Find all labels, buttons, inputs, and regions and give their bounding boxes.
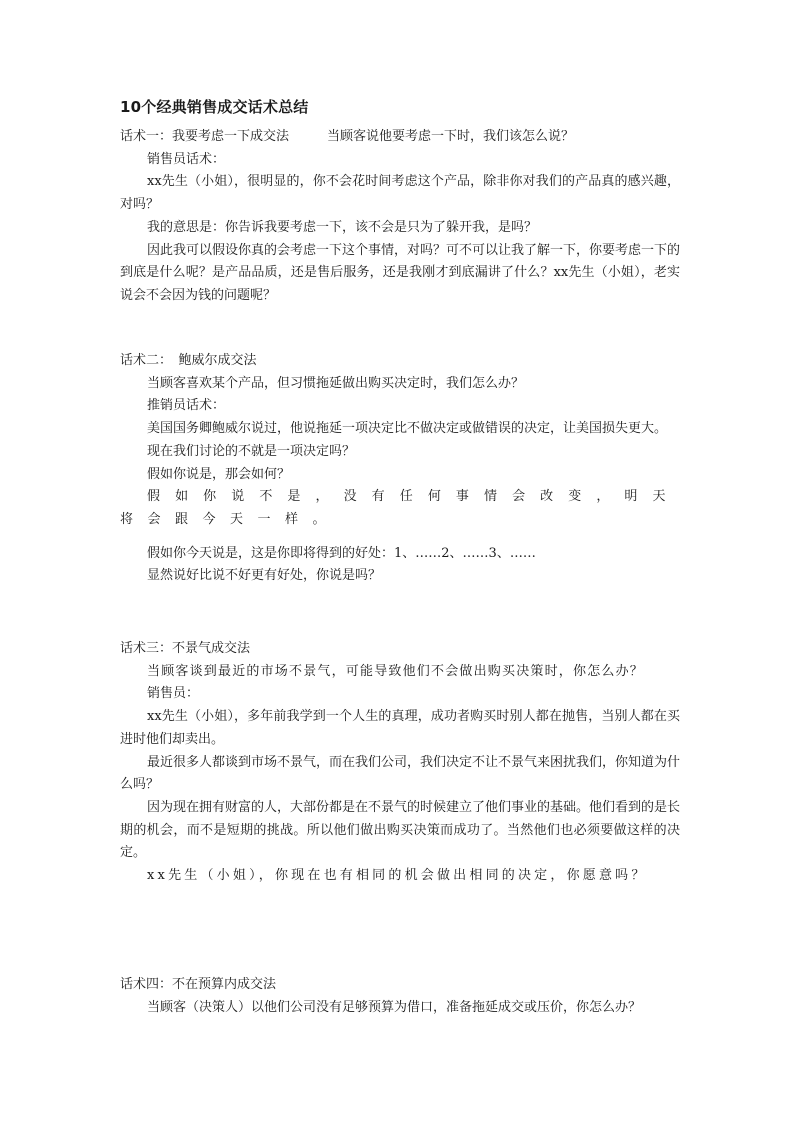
section-2-para-7: 假如你今天说是，这是你即将得到的好处：1、……2、……3、…… — [147, 545, 536, 561]
section-2-para-8: 显然说好比说不好更有好处，你说是吗？ — [147, 568, 382, 584]
section-3-para-4: 最近很多人都谈到市场不景气，而在我们公司，我们决定不让不景气来困扰我们，你知道为什么吗？ — [120, 754, 681, 793]
section-2-heading: 话术二： 鲍威尔成交法 — [120, 353, 257, 368]
section-1-para-4: 因此我可以假设你真的会考虑一下这个事情，对吗？可不可以让我了解一下，你要考虑一下的到底是什么呢？是产品品质，还是售后服务，还是我刚才到底漏讲了什么？xx先生（小姐），老实说会不会因为钱的问题呢？ — [120, 242, 681, 303]
document-title: 10个经典销售成交话术总结 — [120, 98, 309, 116]
section-3-para-2: 销售员： — [147, 686, 200, 702]
section-4-para-1: 当顾客（决策人）以他们公司没有足够预算为借口，准备拖延成交或压价，你怎么办？ — [147, 999, 642, 1015]
section-1-question: 当顾客说他要考虑一下时，我们该怎么说？ — [327, 129, 575, 144]
section-2-para-3: 美国国务卿鲍威尔说过，他说拖延一项决定比不做决定或做错误的决定，让美国损失更大。 — [147, 421, 668, 437]
section-1-para-2: xx先生（小姐），很明显的，你不会花时间考虑这个产品，除非你对我们的产品真的感兴趣，对吗？ — [120, 174, 680, 213]
section-1 — [120, 126, 680, 308]
section-2-para-1: 当顾客喜欢某个产品，但习惯拖延做出购买决定时，我们怎么办？ — [147, 375, 525, 391]
section-2-para-2: 推销员话术： — [147, 398, 226, 414]
section-4-heading: 话术四：不在预算内成交法 — [120, 977, 277, 992]
section-3-para-5: 因为现在拥有财富的人，大部份都是在不景气的时候建立了他们事业的基础。他们看到的是长期的机会，而不是短期的挑战。所以他们做出购买决策而成功了。当然他们也必须要做这样的决定。 — [120, 799, 681, 861]
section-2-para-6: 假如你说不是，没有任何事情会改变，明天将会跟今天一样。 — [120, 489, 680, 527]
section-3 — [120, 638, 680, 888]
section-2-para-4: 现在我们讨论的不就是一项决定吗？ — [147, 443, 356, 459]
spacer — [120, 532, 680, 543]
section-1-heading-row — [120, 126, 680, 149]
section-1-para-3: 我的意思是：你告诉我要考虑一下，该不会是只为了躲开我，是吗？ — [147, 219, 538, 235]
section-2-para-5: 假如你说是，那会如何？ — [147, 466, 291, 482]
section-2 — [120, 350, 680, 588]
section-1-para-1: 销售员话术： — [147, 151, 226, 167]
section-3-heading: 话术三：不景气成交法 — [120, 641, 251, 656]
section-3-para-6: xx先生（小姐），你现在也有相同的机会做出相同的决定，你愿意吗？ — [147, 868, 648, 884]
section-1-heading: 话术一：我要考虑一下成交法 — [120, 129, 290, 144]
section-3-para-3: xx先生（小姐），多年前我学到一个人生的真理，成功者购买时别人都在抛售，当别人都在买进时他们却卖出。 — [120, 709, 680, 747]
section-3-para-1: 当顾客谈到最近的市场不景气，可能导致他们不会做出购买决策时，你怎么办？ — [147, 663, 645, 679]
section-4 — [120, 974, 680, 1019]
